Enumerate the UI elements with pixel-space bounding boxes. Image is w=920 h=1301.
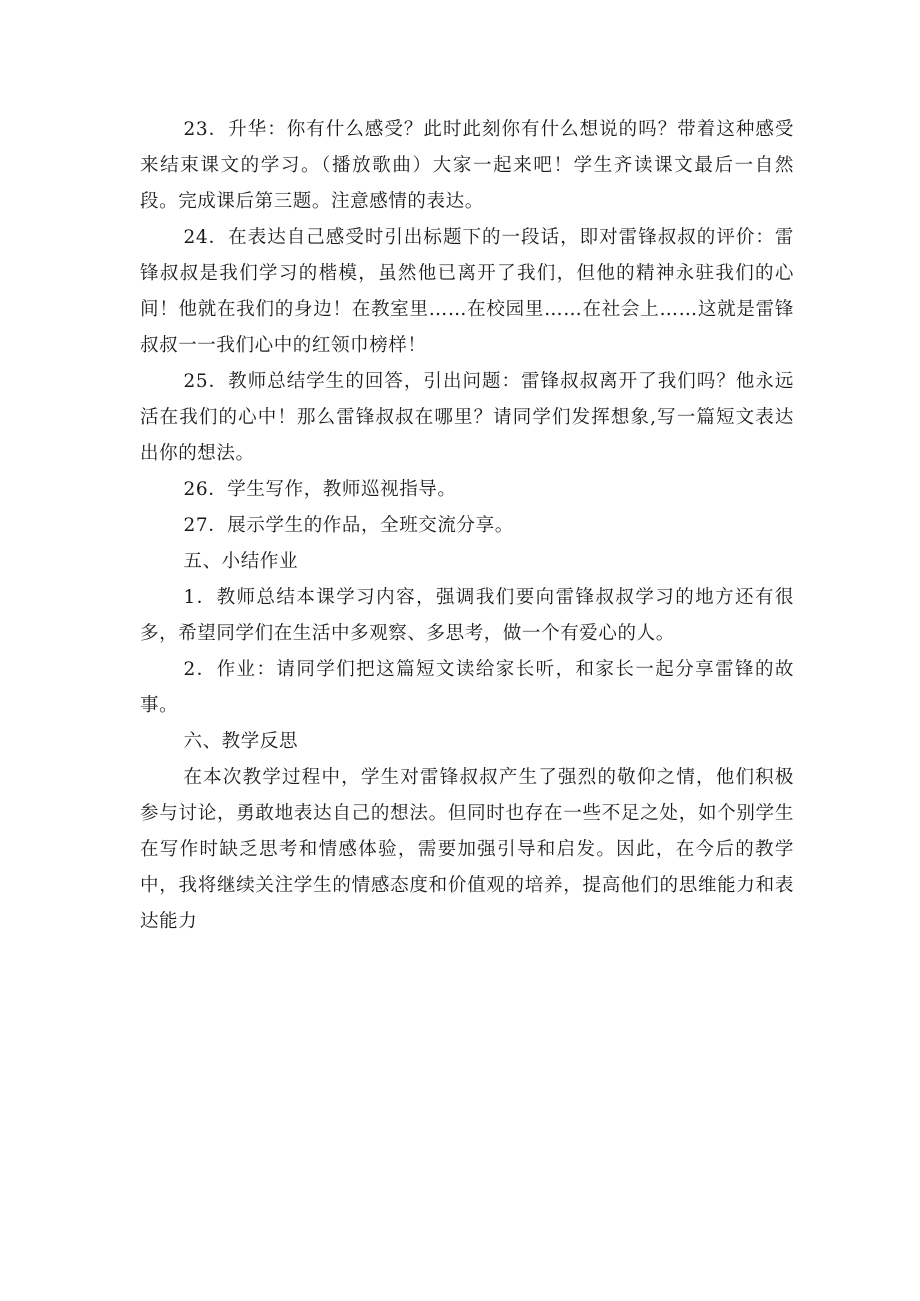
paragraph-summary-1: 1．教师总结本课学习内容，强调我们要向雷锋叔叔学习的地方还有很多，希望同学们在生活中多观察、多思考，做一个有爱心的人。 [140, 587, 794, 644]
paragraph-step-24: 24．在表达自己感受时引出标题下的一段话，即对雷锋叔叔的评价：雷锋叔叔是我们学习的楷模，虽然他已离开了我们，但他的精神永驻我们的心间！他就在我们的身边！在教室里……在校园里……在社会上……这就是雷锋叔叔一一我们心中的红领巾榜样！ [140, 227, 794, 356]
paragraph-step-26: 26．学生写作，教师巡视指导。 [183, 479, 457, 500]
document-body [140, 112, 794, 940]
paragraph-summary-2: 2．作业：请同学们把这篇短文读给家长听，和家长一起分享雷锋的故事。 [140, 659, 794, 716]
paragraph-step-25: 25．教师总结学生的回答，引出问题：雷锋叔叔离开了我们吗？他永远活在我们的心中！那么雷锋叔叔在哪里？请同学们发挥想象,写一篇短文表达出你的想法。 [140, 371, 794, 464]
paragraph-step-27: 27．展示学生的作品，全班交流分享。 [183, 515, 514, 536]
section-heading-teaching-reflection: 六、教学反思 [183, 731, 299, 752]
section-heading-summary-homework: 五、小结作业 [183, 551, 299, 572]
paragraph-reflection: 在本次教学过程中，学生对雷锋叔叔产生了强烈的敬仰之情，他们积极参与讨论，勇敢地表达自己的想法。但同时也存在一些不足之处，如个别学生在写作时缺乏思考和情感体验，需要加强引导和启发。因此，在今后的教学中，我将继续关注学生的情感态度和价值观的培养，提高他们的思维能力和表达能力 [140, 767, 794, 932]
paragraph-step-23: 23．升华：你有什么感受？此时此刻你有什么想说的吗？带着这种感受来结束课文的学习。（播放歌曲）大家一起来吧！学生齐读课文最后一自然段。完成课后第三题。注意感情的表达。 [140, 119, 794, 212]
